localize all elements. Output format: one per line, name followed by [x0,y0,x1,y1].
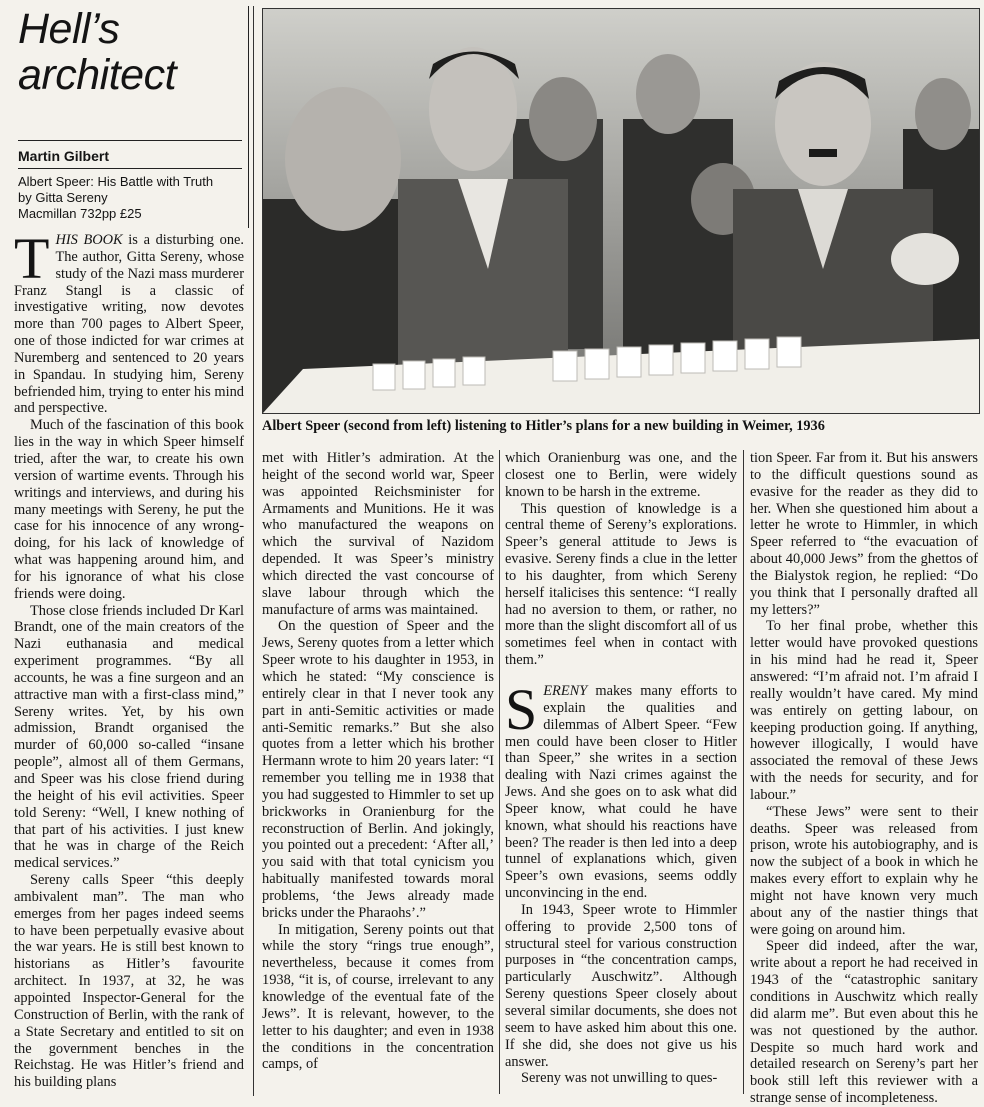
column-rule-1 [253,6,254,1096]
text-column-1 [14,226,244,1094]
paragraph-1-text: is a disturbing one. The author, Gitta Sereny, whose study of the Nazi mass murderer Franz Stangl is a classic of investigative writing, now devotes more than 700 pages to Albert Speer, one of those indicted for war crimes at Nuremberg and sentenced to 20 years in Spandau. In studying him, Sereny befriended him, trying to enter his mind and perspective. [14,232,244,417]
book-info [18,174,213,222]
paragraph-10-text: makes many efforts to explain the qualities and dilemmas of Albert Speer. “Few men could have been closer to Hitler than Speer,” she writes in a section dealing with Nazi crimes against the Jews. And she goes on to ask what did Speer know, what could he have known, what should his reactions have been? The reader is then led into a deep tunnel of explanations which, given Speer’s own evasions, seems oddly unconvincing in the end. [505,682,737,902]
paragraph-9: This question of knowledge is a central theme of Sereny’s explorations. Speer’s general attitude to Jews is evasive. Sereny finds a clue in the letter to his daughter, from which Sereny herself italicises this sentence: “I really had no aversion to them, or rather, no more than the slight discomfort all of us sometimes feel when in contact with them.” [505,500,737,669]
dropcap-t: T [14,226,50,291]
photo-caption: Albert Speer (second from left) listening to Hitler’s plans for a new building in Weimer, 1936 [262,418,825,434]
paragraph-15: “These Jews” were sent to their deaths. Speer was released from prison, wrote his autobiography, and is now the subject of a book in which he makes every effort to explain why he might not have known very much about any of the nastier things that were going on around him. [750,803,978,938]
paragraph-7: In mitigation, Sereny points out that while the story “rings true enough”, nevertheless, because it comes from 1938, “it is, of course, irrelevant to any knowledge of the eventual fate of the Jews”. It is relevant, however, to the letter to his daughter; and even in 1938 the conditions in the concentration camps, of [262,921,494,1073]
paragraph-5: met with Hitler’s admiration. At the height of the second world war, Speer was appointed Reichsminister for Armaments and Munitions. He it was who manufactured the weapons on which the survival of Nazidom depended. It was Speer’s ministry which directed the vast concourse of slave labour through which the manufacture of arms was maintained. [262,450,494,618]
column-rule-2 [499,450,500,1094]
figure-background-2 [623,119,733,359]
headline [18,6,248,98]
text-column-2 [262,450,494,1094]
paragraph-6: On the question of Speer and the Jews, Sereny quotes from a letter which Speer wrote to his daughter in 1953, in which he stated: “My conscience is entirely clear in that I never took any part in anti-Semitic activities or made anti-Semitic remarks.” But she also quotes from a letter which his brother Hermann wrote to him 20 years later: “I remember you telling me in 1938 that you had suggested to Himmler to set up brickworks in Oranienburg for the reconstruction of Berlin. And jokingly, you pointed out a precedent: ‘After all,’ you said with that total cynicism you habitually manifested towards moral problems, ‘the Jews already made bricks under the Pharaohs’.” [262,618,494,921]
paragraph-11: In 1943, Speer wrote to Himmler offering to provide 2,500 tons of structural steel for various construction purposes in “the concentration camps, particularly Auschwitz”. Although Sereny questions Speer closely about several similar documents, she does not seem to have asked him about this one. If she did, she does not give us his answer. [505,901,737,1070]
book-publisher: Macmillan 732pp £25 [18,206,142,221]
article-photo [262,8,980,414]
column-rule-3 [743,450,744,1094]
paragraph-16: Speer did indeed, after the war, write about a report he had received in 1943 of the “catastrophic sanitary conditions in Auschwitz which really did alarm me”. But even about this he was not questioned by the author. Despite so much hard work and detailed research on Sereny’s part her book still left this reviewer with a strange sense of incompleteness. [750,938,978,1107]
byline: Martin Gilbert [18,148,110,164]
book-title: Albert Speer: His Battle with Truth [18,174,214,189]
paragraph-3: Those close friends included Dr Karl Brandt, one of the main creators of the Nazi euthanasia and medical experiment programmes. “By all accounts, he was a fine surgeon and an attractive man with a first-class mind,” Sereny writes. Yet, by his own admission, Brandt organised the murder of 60,000 so-called “insane people”, almost all of them Germans, and Speer was his close friend during the height of his evil activities. Speer told Sereny: “Well, I knew nothing of that part of his activities. I just knew that he was in charge of the Reich medical services.” [14,602,244,872]
paragraph-14: To her final probe, whether this letter would have provoked questions in his mind had he read it, Speer answered: “I’m afraid not. I’m afraid I really wouldn’t have cared. My mind was entirely on getting labour, on keeping production going. If anything, however illogically, I would have associated the removal of these Jews with the needs for security, and for labour.” [750,618,978,803]
paragraph-13: tion Speer. Far from it. But his answers to the difficult questions sound as evasive for the reader as they did to her. When she questioned him about a letter he wrote to Himmler, in which Speer referred to “the evacuation of about 40,000 Jews” from the ghettos of the Bialystok region, he replied: “Do you think that I personally drafted all my letters?” [750,450,978,618]
paragraph-1-lead: HIS BOOK [55,232,123,248]
article-header [12,6,249,228]
paragraph-4: Sereny calls Speer “this deeply ambivalent man”. The man who emerges from her pages indeed seems to have been perpetually evasive about the war years. He is still best known to historians as Hitler’s favourite architect. In 1937, at 32, he was appointed Inspector-General for the Construction of Berlin, with the rank of a State Secretary and entitled to sit on the government benches in the Reichstag. He was Hitler’s friend and his building plans [14,872,244,1091]
paragraph-10-lead: ERENY [543,682,588,699]
text-column-4 [750,450,978,1107]
text-column-3 [505,450,737,1094]
paragraph-8: which Oranienburg was one, and the closest one to Berlin, were widely known to be harsh in the extreme. [505,450,737,500]
dropcap-s: S [505,676,538,742]
paragraph-12: Sereny was not unwilling to ques- [521,1070,718,1087]
headline-line-2: architect [18,51,177,99]
photo-illustration [263,9,979,413]
header-rule-top [18,140,242,141]
paragraph-1 [14,226,244,417]
header-rule-middle [18,168,242,169]
headline-line-1: Hell’s [18,5,120,53]
paragraph-2: Much of the fascination of this book lies in the way in which Speer himself tried, after the war, to create his own version of wartime events. Through his writings and interviews, and during his many meetings with Sereny, he put the case for his innocence of any wrong-doing, for his lack of knowledge of what was happening around him, and for his ignorance of what his close friends were doing. [14,417,244,602]
book-author: by Gitta Sereny [18,190,108,205]
paragraph-10 [505,676,737,902]
